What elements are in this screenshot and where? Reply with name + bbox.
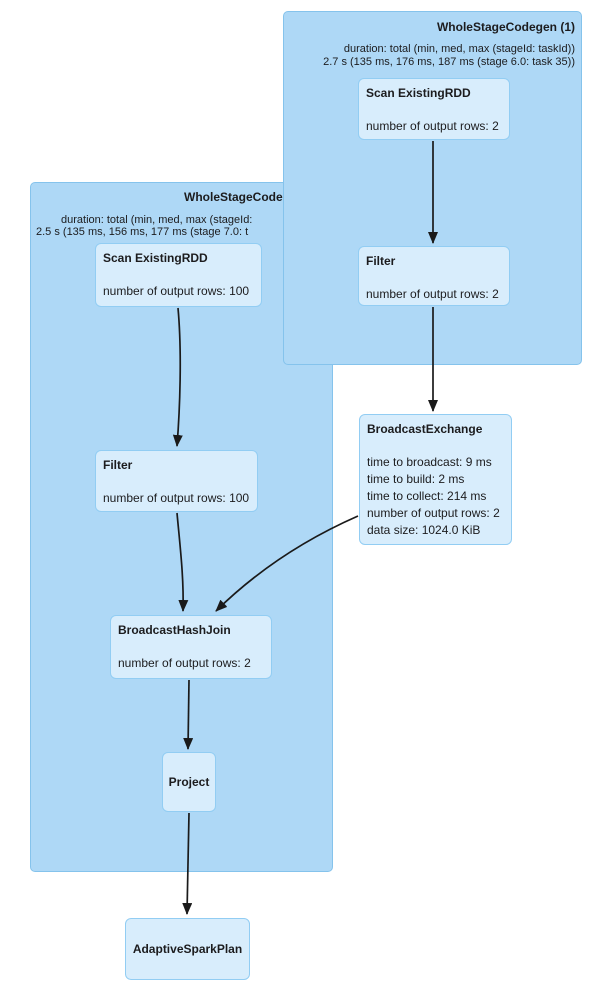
node-metric: time to build: 2 ms [367,472,465,486]
node-title: BroadcastHashJoin [118,623,231,637]
node-metric: number of output rows: 2 [366,119,499,133]
node-filter-1[interactable] [358,246,510,306]
node-project[interactable] [162,752,216,812]
node-broadcast-exchange[interactable] [359,414,512,545]
cluster-1-duration [284,43,575,68]
node-metric: time to collect: 214 ms [367,489,487,503]
cluster-2-duration-value: 2.5 s (135 ms, 156 ms, 177 ms (stage 7.0: t [36,226,249,238]
node-metric: number of output rows: 100 [103,491,250,505]
node-title: Project [168,775,210,789]
node-title: AdaptiveSparkPlan [132,942,243,956]
node-metric: data size: 1024.0 KiB [367,523,481,537]
node-title: Scan ExistingRDD [103,251,208,265]
node-metric: number of output rows: 2 [118,656,251,670]
node-scan-existingrdd-2[interactable] [95,243,262,307]
node-title: Scan ExistingRDD [366,86,471,100]
node-title: BroadcastExchange [367,422,483,436]
node-metric: number of output rows: 2 [366,287,499,301]
cluster-2-title: WholeStageCode [184,190,283,204]
node-metric: time to broadcast: 9 ms [367,455,492,469]
cluster-2-duration-label: duration: total (min, med, max (stageId: [61,214,253,226]
cluster-1-duration-value: 2.7 s (135 ms, 176 ms, 187 ms (stage 6.0: task 35)) [323,55,575,68]
node-metric: number of output rows: 2 [367,506,500,520]
cluster-wholestagecodegen-1 [283,11,582,365]
cluster-1-duration-label: duration: total (min, med, max (stageId: taskId)) [343,43,575,55]
cluster-1-header [284,12,581,68]
node-metric: number of output rows: 100 [103,284,250,298]
node-title: Filter [103,458,133,472]
node-scan-existingrdd-1[interactable] [358,78,510,140]
node-adaptive-spark-plan[interactable] [125,918,250,980]
node-broadcast-hash-join[interactable] [110,615,272,679]
node-filter-2[interactable] [95,450,258,512]
cluster-1-title: WholeStageCodegen (1) [436,20,575,34]
node-title: Filter [366,254,396,268]
